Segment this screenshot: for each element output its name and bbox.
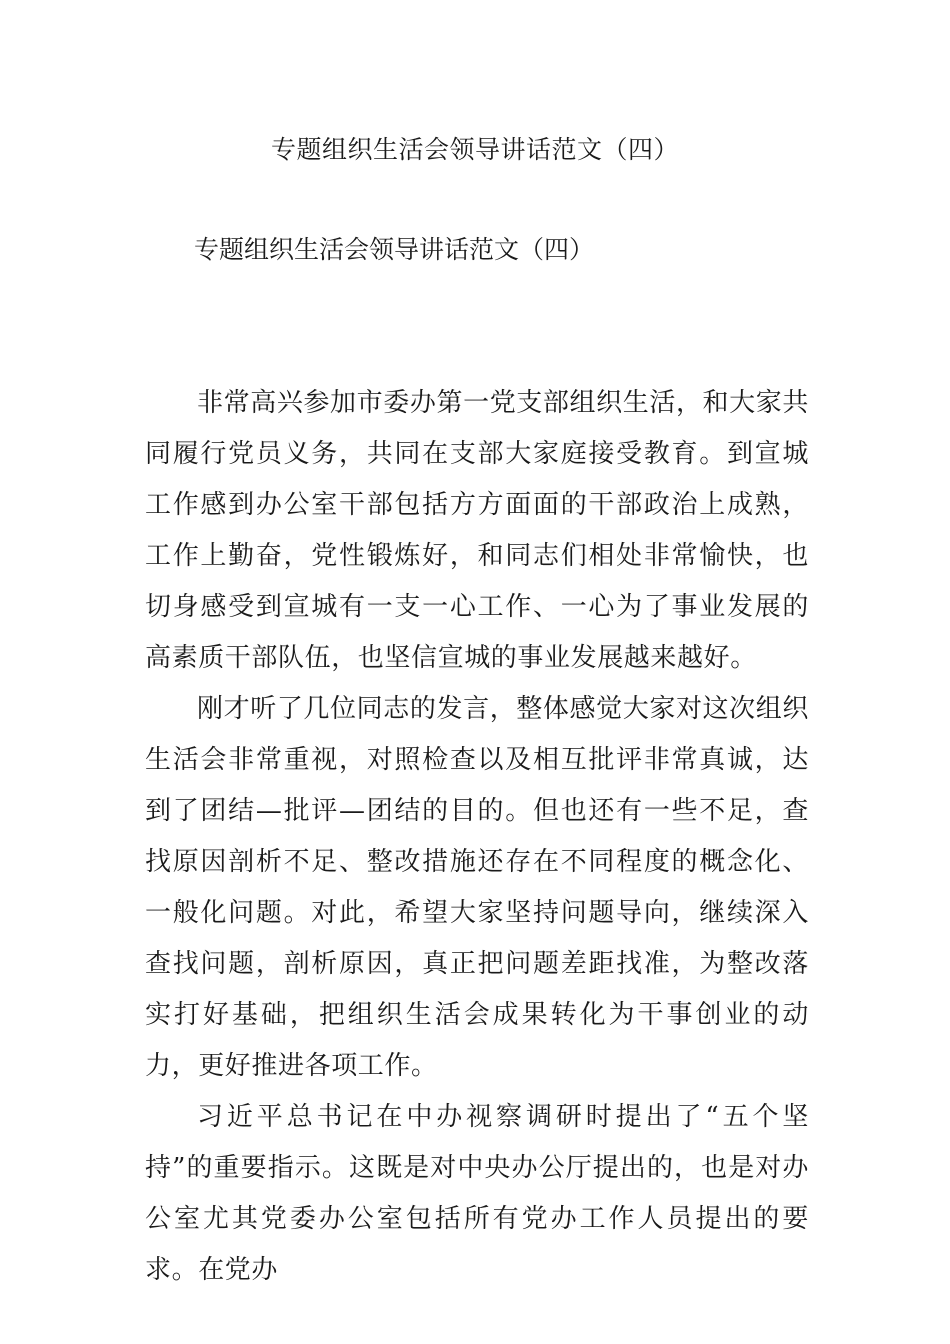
document-title: 专题组织生活会领导讲话范文（四） xyxy=(270,135,679,164)
document-subtitle: 专题组织生活会领导讲话范文（四） xyxy=(194,235,595,264)
paragraph: 习近平总书记在中办视察调研时提出了“五个坚持”的重要指示。这既是对中央办公厅提出的，也是对办公室尤其党委办公室包括所有党办工作人员提出的要求。在党办 xyxy=(145,1102,809,1285)
paragraph: 刚才听了几位同志的发言，整体感觉大家对这次组织生活会非常重视，对照检查以及相互批评非常真诚，达到了团结—批评—团结的目的。但也还有一些不足，查找原因剖析不足、整改措施还存在不同程度的概念化、一般化问题。对此，希望大家坚持问题导向，继续深入查找问题，剖析原因，真正把问题差距找准，为整改落实打好基础，把组织生活会成果转化为干事创业的动力，更好推进各项工作。 xyxy=(145,694,809,1081)
document-body xyxy=(145,378,809,1296)
paragraph: 非常高兴参加市委办第一党支部组织生活，和大家共同履行党员义务，共同在支部大家庭接受教育。到宣城工作感到办公室干部包括方方面面的干部政治上成熟，工作上勤奋，党性锻炼好，和同志们相处非常愉快，也切身感受到宣城有一支一心工作、一心为了事业发展的高素质干部队伍，也坚信宣城的事业发展越来越好。 xyxy=(145,388,809,673)
